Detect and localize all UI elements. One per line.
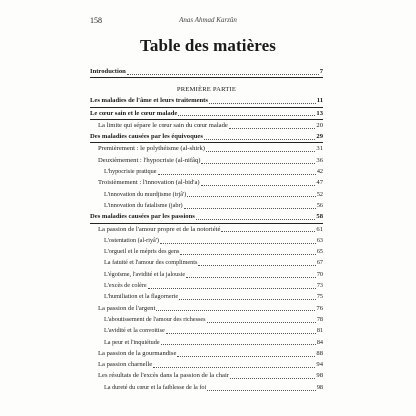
- page-header: [90, 16, 326, 28]
- toc-entry-label: La peur et l'inquiétude: [104, 338, 160, 346]
- toc-entry[interactable]: [90, 382, 323, 393]
- toc-entry[interactable]: [90, 291, 323, 302]
- dot-leader: [196, 219, 316, 220]
- page-title: Table des matières: [140, 36, 276, 55]
- dot-leader: [204, 139, 316, 140]
- toc-entry[interactable]: [90, 95, 323, 107]
- dot-leader: [180, 254, 315, 255]
- dot-leader: [153, 367, 315, 368]
- toc-entry[interactable]: [90, 359, 323, 370]
- toc-entry-label: Troisièmement : l'innovation (al-bid'a): [98, 179, 200, 187]
- toc-entry-label: Deuxièmement : l'hypocrisie (al-nifâq): [98, 156, 201, 164]
- toc-entry-label: Les maladies de l'âme et leurs traitements: [90, 97, 208, 105]
- toc-entry[interactable]: [90, 131, 323, 143]
- toc-entry-page: 58: [316, 213, 323, 221]
- toc-entry[interactable]: [90, 280, 323, 291]
- toc-entry-page: 47: [316, 179, 323, 187]
- dot-leader: [201, 163, 315, 164]
- toc-entry-label: La dureté du cœur et la faiblesse de la foi: [104, 383, 207, 391]
- toc-entry[interactable]: [90, 314, 323, 325]
- page-number: 158: [90, 16, 102, 25]
- toc-entry-label: La fatuité et l'amour des compliments: [104, 259, 198, 267]
- toc-entry-page: 88: [316, 349, 323, 357]
- toc-entry[interactable]: [90, 177, 323, 188]
- running-head-author: Anas Ahmad Karzûn: [179, 16, 237, 24]
- dot-leader: [158, 174, 316, 175]
- dot-leader: [127, 74, 319, 75]
- toc-entry-label: La passion charnelle: [98, 361, 153, 369]
- toc-entry-label: La passion de l'argent: [98, 304, 156, 312]
- toc-entry-label: Des maladies causées par les passions: [90, 213, 195, 221]
- dot-leader: [230, 378, 315, 379]
- toc-entry-page: 56: [316, 201, 323, 209]
- toc-entry-label: L'aboutissement de l'amour des richesses: [104, 315, 206, 323]
- toc-entry[interactable]: [90, 211, 323, 223]
- toc-entry[interactable]: [90, 200, 323, 211]
- toc-entry-page: 94: [316, 361, 323, 369]
- toc-entry[interactable]: [90, 246, 323, 257]
- dot-leader: [198, 265, 315, 266]
- dot-leader: [177, 356, 315, 357]
- toc-entry-page: 70: [316, 270, 323, 278]
- toc-entry-page: 29: [316, 133, 323, 141]
- toc-entry[interactable]: [90, 189, 323, 200]
- toc-entry-label: La passion de l'amour propre et de la notoriété: [98, 225, 221, 233]
- toc-entry[interactable]: [90, 143, 323, 154]
- toc-entry-label: Des maladies causées par les équivoques: [90, 133, 203, 141]
- toc-entry-page: 63: [316, 236, 323, 244]
- toc-entry-label: Les résultats de l'excès dans la passion de la chair: [98, 372, 230, 380]
- toc-entry-page: 52: [316, 190, 323, 198]
- toc-entry-label: L'innovation du fatalisme (jabr): [104, 201, 183, 209]
- toc-entry[interactable]: [90, 348, 323, 359]
- toc-entry-label: L'humiliation et la flagornerie: [104, 293, 179, 301]
- toc-entry-page: 61: [316, 225, 323, 233]
- toc-entry-page: 84: [316, 338, 323, 346]
- toc-entry-label: L'excès de colère: [104, 282, 147, 290]
- toc-entry-label: L'hypocrisie pratique: [104, 168, 157, 176]
- dot-leader: [187, 196, 316, 197]
- toc-entry[interactable]: [90, 269, 323, 280]
- dot-leader: [207, 390, 316, 391]
- toc-entry[interactable]: [90, 235, 323, 246]
- toc-entry-page: 11: [316, 97, 323, 105]
- toc-entry[interactable]: [90, 370, 323, 381]
- dot-leader: [156, 310, 315, 311]
- toc-entry[interactable]: [90, 257, 323, 268]
- dot-leader: [186, 277, 316, 278]
- dot-leader: [209, 103, 316, 104]
- toc-entry-label: Introduction: [90, 68, 126, 75]
- toc-entry-page: 98: [316, 383, 323, 391]
- toc-entry-page: 36: [316, 156, 323, 164]
- dot-leader: [179, 299, 316, 300]
- toc-entry-label: L'ostentation (al-riyâ'): [104, 236, 159, 244]
- toc-entry-label: L'innovation du murdjisme (irjâ'): [104, 190, 187, 198]
- toc-entry[interactable]: [90, 155, 323, 166]
- toc-entry[interactable]: [90, 303, 323, 314]
- toc-entry-page: 13: [316, 109, 323, 117]
- dot-leader: [166, 333, 316, 334]
- dot-leader: [161, 344, 316, 345]
- toc-entry-label: Premièrement : le polythéisme (al-shirk): [98, 145, 205, 153]
- toc-entry-label: La passion de la gourmandise: [98, 349, 177, 357]
- toc-entry[interactable]: [90, 325, 323, 336]
- dot-leader: [178, 115, 315, 116]
- toc-entry-page: 65: [316, 248, 323, 256]
- toc-entry-page: 67: [316, 259, 323, 267]
- part-heading: PREMIÈRE PARTIE: [176, 86, 237, 93]
- dot-leader: [201, 185, 316, 186]
- toc-entry-page: 31: [316, 145, 323, 153]
- toc-entry-label: L'avidité et la convoitise: [104, 327, 165, 335]
- toc-entry[interactable]: [90, 337, 323, 348]
- toc-entry-page: 98: [316, 372, 323, 380]
- toc-entry-page: 7: [319, 68, 323, 75]
- dot-leader: [148, 288, 316, 289]
- toc-entry-label: Le cœur sain et le cœur malade: [90, 109, 178, 117]
- dot-leader: [160, 243, 316, 244]
- toc-entry-label: L'égoïsme, l'avidité et la jalousie: [104, 270, 186, 278]
- toc-entry[interactable]: [90, 108, 323, 120]
- toc-entry-label: La limite qui sépare le cœur sain du cœur malade: [98, 121, 228, 129]
- dot-leader: [207, 322, 316, 323]
- toc-entry[interactable]: [90, 224, 323, 235]
- dot-leader: [229, 128, 316, 129]
- table-of-contents: [90, 66, 323, 393]
- toc-entry-page: 42: [316, 168, 323, 176]
- toc-entry[interactable]: [90, 166, 323, 177]
- toc-entry[interactable]: [90, 66, 323, 78]
- toc-entry-page: 73: [316, 282, 323, 290]
- toc-entry[interactable]: [90, 120, 323, 131]
- toc-entry-page: 75: [316, 293, 323, 301]
- dot-leader: [221, 231, 315, 232]
- dot-leader: [184, 208, 316, 209]
- dot-leader: [206, 151, 315, 152]
- toc-entry-label: L'orgueil et le mépris des gens: [104, 248, 180, 256]
- toc-entry-page: 81: [316, 327, 323, 335]
- toc-entry-page: 78: [316, 315, 323, 323]
- toc-entry-page: 20: [316, 121, 323, 129]
- toc-entry-page: 76: [316, 304, 323, 312]
